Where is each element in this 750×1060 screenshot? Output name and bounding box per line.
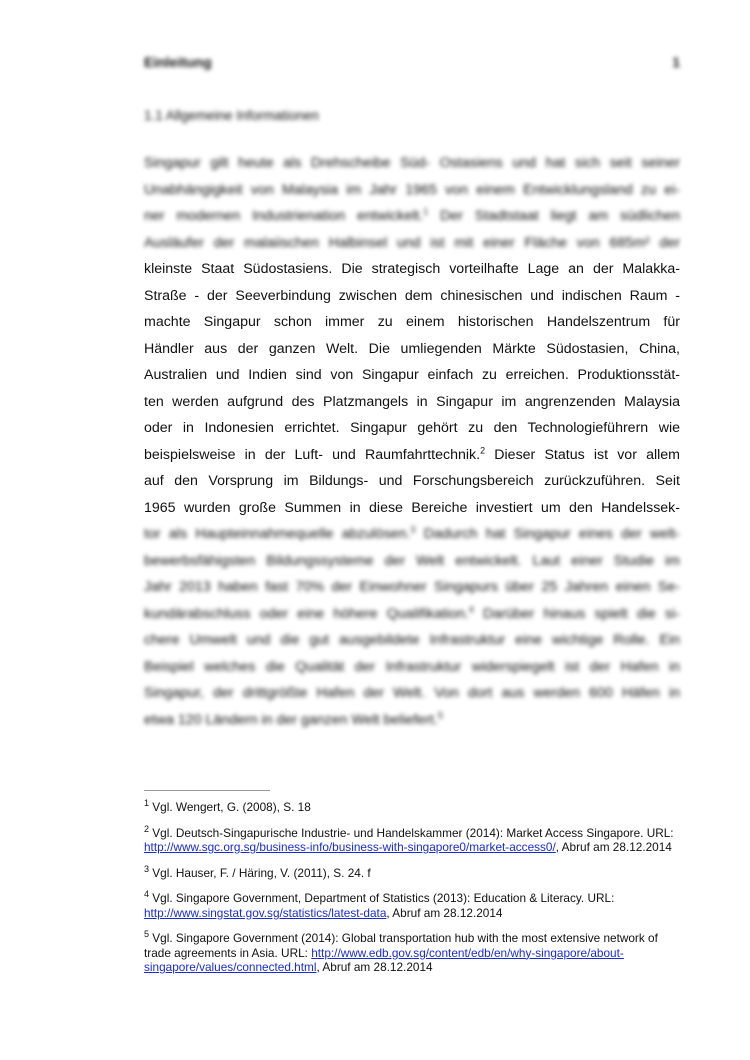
text-line: etwa 120 Ländern in der ganzen Welt beliefert.$^5$ (144, 709, 443, 728)
footnote-1: $^1$ Vgl. Wengert, G. (2008), S. 18 (144, 798, 311, 814)
page-number: 1 (672, 54, 680, 70)
footnote-3: $^3$ Vgl. Hauser, F. / Häring, V. (2011), S. 24. f (144, 863, 371, 880)
footnote-separator (144, 790, 270, 791)
footnote-mark: 3 (410, 524, 416, 535)
footnote-mark: 4 (468, 603, 474, 614)
text-line: Unabhängigkeit von Malaysia im Jahr 1965 von einem Entwicklungsland zu ei- (144, 181, 680, 198)
text-line: auf den Vorsprung im Bildungs- und Forschungsbereich zurückzuführen. Seit (144, 473, 680, 489)
text-line: machte Singapur schon immer zu einem historischen Handelszentrum für (144, 314, 680, 330)
blurred-text-bottom (144, 521, 680, 733)
footnote-5: $^5$ Vgl. Singapore Government (2014): Global transportation hub with the most extensive network of trade agreements in Asia. URL: http://www.edb.gov.sg/content/edb/en/why-singapore/about-singapore/values/connected.html, Abruf am 28.12.2014 (144, 929, 658, 974)
footnote-mark: 5 (437, 709, 443, 720)
text-line: ner modernen Industrienation entwickelt.$^1$ Der Stadtstaat liegt am südlichen (144, 206, 680, 224)
section-heading: 1.1 Allgemeine Informationen (144, 108, 319, 123)
text-line: Jahr 2013 haben fast 70% der Einwohner Singapurs über 25 Jahren einen Se- (144, 579, 680, 595)
footnote-link[interactable]: http://www.sgc.org.sg/business-info/business-with-singapore0/market-access0/ (144, 840, 556, 854)
text-line: Singapur, der drittgrößte Hafen der Welt. Von dort aus werden 600 Häfen in (144, 685, 680, 701)
text-line: kundärabschluss oder eine höhere Qualifikation.$^4$ Darüber hinaus spielt die si- (144, 603, 680, 622)
chapter-title: Einleitung (144, 54, 212, 70)
visible-text (144, 256, 680, 521)
footnotes (144, 800, 684, 986)
text-line: Straße - der Seeverbindung zwischen dem chinesischen und indischen Raum - (144, 287, 680, 304)
text-line: Australien und Indien sind von Singapur einfach zu erreichen. Produktionsstät- (144, 367, 680, 383)
text-line: ten werden aufgrund des Platzmangels in Singapur im angrenzenden Malaysia (144, 393, 680, 410)
text-line: kleinste Staat Südostasiens. Die strategisch vorteilhafte Lage an der Malakka- (144, 261, 680, 277)
footnote-mark: 1 (423, 206, 429, 217)
text-line: beispielsweise in der Luft- und Raumfahrttechnik.$^2$ Dieser Status ist vor allem (144, 444, 680, 463)
footnote-2: $^2$ Vgl. Deutsch-Singapurische Industrie- und Handelskammer (2014): Market Access Singapore. URL: http://www.sgc.org.sg/business-info/business-with-singapore0/market-access0/, Abruf am 28.12.2014 (144, 823, 674, 854)
footnote-4: $^4$ Vgl. Singapore Government, Department of Statistics (2013): Education & Literacy. URL: http://www.singstat.gov.sg/statistics/latest-data, Abruf am 28.12.2014 (144, 889, 615, 920)
blurred-text-top (144, 150, 680, 256)
text-line: Singapur gilt heute als Drehscheibe Süd- Ostasiens und hat sich seit seiner (144, 155, 680, 171)
text-line: tor als Haupteinnahmequelle abzulösen.$^3$ Dadurch hat Singapur eines der welt- (144, 524, 680, 542)
text-line: bewerbsfähigsten Bildungssysteme der Welt entwickelt. Laut einer Studie im (144, 552, 680, 569)
text-line: Händler aus der ganzen Welt. Die umliegenden Märkte Südostasien, China, (144, 340, 680, 357)
footnote-link[interactable]: http://www.edb.gov.sg/content/edb/en/why-singapore/about-singapore/values/connected.html (144, 945, 624, 974)
text-line: Ausläufer der malaiischen Halbinsel und ist mit einer Fläche von 685m² der (144, 234, 680, 251)
text-line: oder in Indonesien errichtet. Singapur gehört zu den Technologieführern wie (144, 420, 680, 436)
text-line: chere Umwelt und die gut ausgebildete Infrastruktur eine wichtige Rolle. Ein (144, 632, 680, 648)
page-header (144, 54, 680, 70)
text-line: Beispiel welches die Qualität der Infrastruktur widerspiegelt ist der Hafen in (144, 658, 680, 675)
footnote-link[interactable]: http://www.singstat.gov.sg/statistics/latest-data (144, 905, 387, 920)
body-paragraph (144, 150, 680, 733)
footnote-mark: 2 (480, 444, 486, 455)
text-line: 1965 wurden große Summen in diese Bereiche investiert um den Handelssek- (144, 499, 680, 516)
